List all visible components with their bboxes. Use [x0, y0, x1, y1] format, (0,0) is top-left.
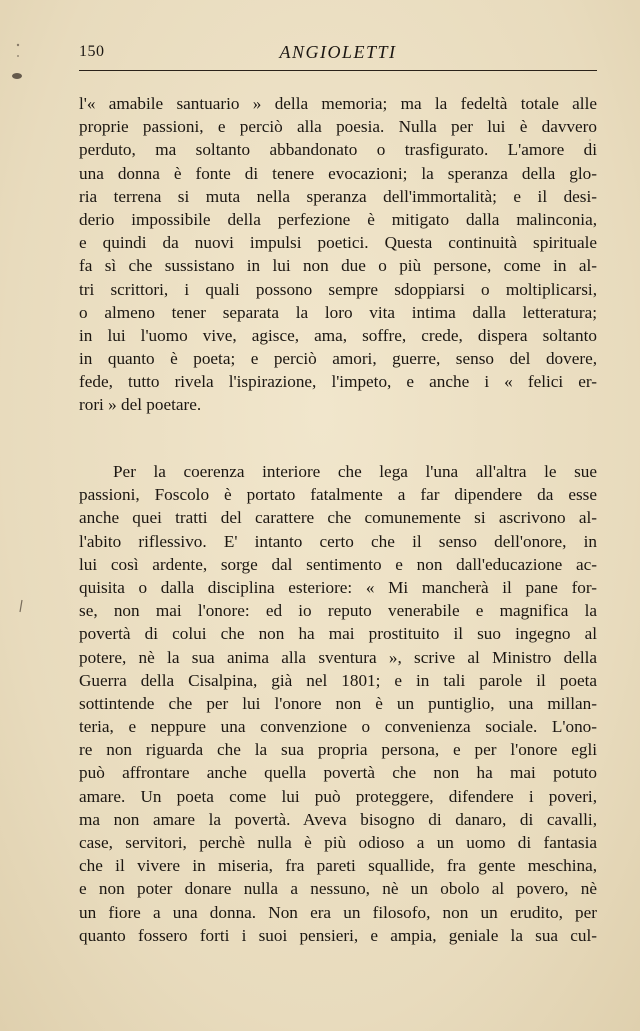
pencil-mark — [20, 600, 22, 612]
text-line: che il vivere in miseria, fra pareti squallide, fra gente meschina, — [79, 856, 597, 876]
paragraph-2 — [79, 460, 597, 947]
text-line: se, non mai l'onore: ed io reputo venerabile e magnifica la — [79, 601, 597, 621]
text-line: Guerra della Cisalpina, già nel 1801; e in tali parole il poeta — [79, 670, 597, 690]
text-line: l'abito riflessivo. E' intanto certo che il senso dell'onore, in — [79, 531, 597, 551]
header-rule — [79, 70, 597, 71]
text-line: in lui l'uomo vive, agisce, ama, soffre, crede, dispera soltanto — [79, 325, 597, 345]
text-line: passioni, Foscolo è portato fatalmente a far dipendere da esse — [79, 485, 597, 505]
paragraph-1 — [79, 92, 597, 417]
text-line: proprie passioni, e perciò alla poesia. Nulla per lui è davvero — [79, 117, 597, 137]
text-line: o almeno tener separata la loro vita intima dalla letteratura; — [79, 302, 597, 322]
text-line: l'« amabile santuario » della memoria; ma la fedeltà totale alle — [79, 94, 597, 113]
text-line: e non poter donare nulla a nessuno, nè un obolo al povero, nè — [79, 879, 597, 899]
text-line: rori » del poetare. — [79, 395, 202, 415]
speck — [17, 44, 19, 46]
text-line: una donna è fonte di tenere evocazioni; la speranza della glo- — [79, 163, 597, 183]
text-line: potere, nè la sua anima alla sventura », scrive al Ministro della — [79, 647, 597, 667]
running-title: ANGIOLETTI — [279, 42, 397, 62]
text-line: ma non amare la povertà. Aveva bisogno di danaro, di cavalli, — [79, 809, 597, 829]
text-line: Per la coerenza interiore che lega l'una all'altra le sue — [113, 462, 597, 481]
text-line: e quindi da nuovi impulsi poetici. Questa continuità spirituale — [79, 233, 597, 253]
text-line: ria terrena si muta nella speranza dell'immortalità; e il desi- — [79, 186, 597, 206]
text-line: amare. Un poeta come lui può proteggere, difendere i poveri, — [79, 786, 597, 806]
text-line: anche quei tratti del carattere che comunemente si ascrivono al- — [79, 508, 597, 528]
text-line: quanto fossero forti i suoi pensieri, e ampia, geniale la sua cul- — [79, 925, 597, 945]
speck — [17, 55, 19, 57]
text-line: un fiore a una donna. Non era un filosofo, non un erudito, per — [79, 902, 597, 922]
text-line: fede, tutto rivela l'ispirazione, l'impeto, e anche i « felici er- — [79, 372, 597, 392]
text-line: perduto, ma soltanto abbandonato o trasfigurato. L'amore di — [79, 140, 597, 160]
text-line: lui così ardente, sorge dal sentimento e non dall'educazione ac- — [79, 554, 597, 574]
text-line: quisita o dalla disciplina esteriore: « Mi mancherà il pane for- — [79, 577, 597, 597]
text-line: case, servitori, perchè nulla è più odioso a un uomo di fantasia — [79, 833, 597, 852]
text-line: sottintende che per lui l'onore non è un puntiglio, una millan- — [79, 693, 597, 713]
text-line: in quanto è poeta; e perciò amori, guerre, senso del dovere, — [79, 349, 597, 369]
ink-blot — [12, 73, 22, 79]
text-line: teria, e neppure una convenzione o convenienza sociale. L'ono- — [79, 717, 597, 737]
text-line: re non riguarda che la sua propria persona, e per l'onore egli — [79, 740, 597, 760]
page-header — [79, 38, 597, 68]
text-line: tri scrittori, i quali possono sempre sdoppiarsi o moltiplicarsi, — [79, 279, 597, 299]
text-line: povertà di colui che non ha mai prostituito il suo ingegno al — [79, 624, 597, 644]
page-number: 150 — [79, 43, 105, 60]
text-line: fa sì che sussistano in lui non due o più persone, come in al- — [79, 256, 597, 276]
text-line: può affrontare anche quella povertà che non ha mai potuto — [79, 763, 597, 783]
text-line: derio impossibile della perfezione è mitigato dalla malinconia, — [79, 209, 597, 229]
